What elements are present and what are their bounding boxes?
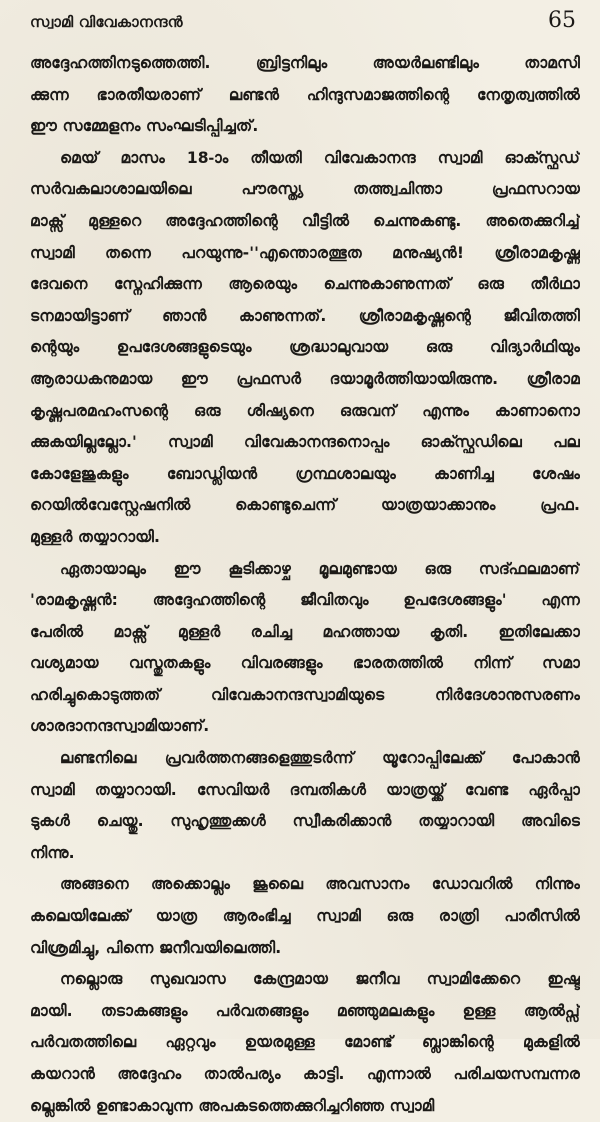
text-line: ന്റെയും ഉപദേശങ്ങളുടെയും ശ്രദ്ധാലുവായ ഒരു വിദ്യാർഥിയും (30, 338, 580, 357)
text-line: മായി. തടാകങ്ങളും പർവതങ്ങളും മഞ്ഞുമലകളും ഉള്ള ആൽപ്സ് (30, 1001, 580, 1020)
page-number: 65 (548, 8, 576, 33)
text-line: ടനമായിട്ടാണ് ഞാൻ കാണുന്നത്. ശ്രീരാമകൃഷ്ണന്റെ ജീവിതത്തി (30, 306, 580, 325)
text-line: കലെയിലേക്ക് യാത്ര ആരംഭിച്ച സ്വാമി ഒരു രാത്രി പാരീസിൽ (30, 907, 580, 926)
text-line: അദ്ദേഹത്തിനടുത്തെത്തി. ബ്രിട്ടനിലും അയർലണ്ടിലും താമസി (30, 54, 580, 72)
text-line: അങ്ങനെ അക്കൊല്ലം ജൂലൈ അവസാനം ഡോവറിൽ നിന്നും (60, 875, 580, 894)
text-line: മാക്സ് മുള്ളറെ അദ്ദേഹത്തിന്റെ വീട്ടിൽ ചെന്നുകണ്ടു. അതെക്കുറിച്ച് (30, 211, 580, 230)
paragraph (30, 554, 580, 744)
text-line: ടുകൾ ചെയ്തു. സുഹൃത്തുക്കൾ സ്വീകരിക്കാൻ തയ്യാറായി അവിടെ (30, 812, 580, 831)
text-line: സ്വാമി തയ്യാറായി. സേവിയർ ദമ്പതികൾ യാത്രയ്ക്ക് വേണ്ട ഏർപ്പാ (30, 780, 580, 799)
text-line: സ്വാമി തന്നെ പറയുന്നു-''എന്തൊരത്ഭുത മനുഷ്യൻ! ശ്രീരാമകൃഷ്ണ (30, 243, 580, 262)
text-line: 'രാമകൃഷ്ണൻ: അദ്ദേഹത്തിന്റെ ജീവിതവും ഉപദേശങ്ങളും' എന്ന (30, 591, 580, 610)
text-line: ദേവനെ സ്നേഹിക്കുന്ന ആരെയും ചെന്നുകാണുന്നത് ഒരു തീർഥാ (30, 275, 580, 294)
text-line: വിശ്രമിച്ചു, പിന്നെ ജനീവയിലെത്തി. (30, 938, 282, 957)
text-line: ക്കുന്ന ഭാരതീയരാണ് ലണ്ടൻ ഹിന്ദുസമാജത്തിന്റെ നേതൃത്വത്തിൽ (30, 85, 580, 104)
text-line: പർവതത്തിലെ ഏറ്റവും ഉയരമുള്ള മോണ്ട് ബ്ലാങ്കിന്റെ മുകളിൽ (30, 1033, 580, 1052)
text-line: ഹരിച്ചുകൊടുത്തത് വിവേകാനന്ദസ്വാമിയുടെ നിർദേശാനുസരണം (30, 685, 580, 704)
text-line: റെയിൽവേസ്റ്റേഷനിൽ കൊണ്ടുചെന്ന് യാത്രയാക്കാനും പ്രഫ. (30, 496, 580, 515)
text-line: മുള്ളർ തയ്യാറായി. (30, 527, 161, 546)
text-line: ക്കുകയില്ലല്ലോ.' സ്വാമി വിവേകാനന്ദനൊപ്പം ഓക്സ്ഫഡിലെ പല (30, 433, 580, 452)
text-line: ശാരദാനന്ദസ്വാമിയാണ്. (30, 717, 210, 736)
paragraph (30, 869, 580, 964)
text-line: മെയ് മാസം 18-ാം തീയതി വിവേകാനന്ദ സ്വാമി ഓക്സ്ഫഡ് (60, 148, 580, 167)
paragraph (30, 964, 580, 1122)
running-head: സ്വാമി വിവേകാനന്ദൻ (30, 13, 183, 31)
text-line: ല്ലെങ്കിൽ ഉണ്ടാകാവുന്ന അപകടത്തെക്കുറിച്ചറിഞ്ഞ സ്വാമി (30, 1096, 435, 1115)
text-line: സർവകലാശാലയിലെ പൗരസ്ത്യ തത്ത്വചിന്താ പ്രഫസറായ (30, 180, 580, 199)
text-line: നിന്നു. (30, 843, 75, 862)
text-line: ഏതായാലും ഈ കൂടിക്കാഴ്ച മൂലമുണ്ടായ ഒരു സദ്ഫലമാണ് (60, 559, 580, 578)
text-line: പേരിൽ മാക്സ് മുള്ളർ രചിച്ച മഹത്തായ കൃതി. ഇതിലേക്കാ (30, 622, 580, 641)
paragraph (30, 743, 580, 869)
text-line: ഈ സമ്മേളനം സംഘടിപ്പിച്ചത്. (30, 117, 259, 136)
text-line: കോളേജുകളും ബോഡ്ലിയൻ ഗ്രന്ഥശാലയും കാണിച്ച ശേഷം (30, 464, 580, 483)
page-header (30, 8, 580, 48)
text-line: കൃഷ്ണപരമഹംസന്റെ ഒരു ശിഷ്യനെ ഒരുവന് എന്നും കാണാനൊ (30, 401, 580, 420)
text-line: ലണ്ടനിലെ പ്രവർത്തനങ്ങളെത്തുടർന്ന് യൂറോപ്പിലേക്ക് പോകാൻ (60, 749, 580, 768)
paragraph (30, 143, 580, 554)
paragraph (30, 48, 580, 143)
body-text (30, 48, 580, 1122)
text-line: ആരാധകനുമായ ഈ പ്രഫസർ ദയാമൂർത്തിയായിരുന്നു. ശ്രീരാമ (30, 369, 580, 388)
text-line: കയറാൻ അദ്ദേഹം താൽപര്യം കാട്ടി. എന്നാൽ പരിചയസമ്പന്നര (30, 1065, 580, 1083)
text-line: വശ്യമായ വസ്തുതകളും വിവരങ്ങളും ഭാരതത്തിൽ നിന്ന് സമാ (30, 654, 580, 673)
text-line: നല്ലൊരു സുഖവാസ കേന്ദ്രമായ ജനീവ സ്വാമിക്കേറെ ഇഷ്ട (60, 970, 580, 989)
